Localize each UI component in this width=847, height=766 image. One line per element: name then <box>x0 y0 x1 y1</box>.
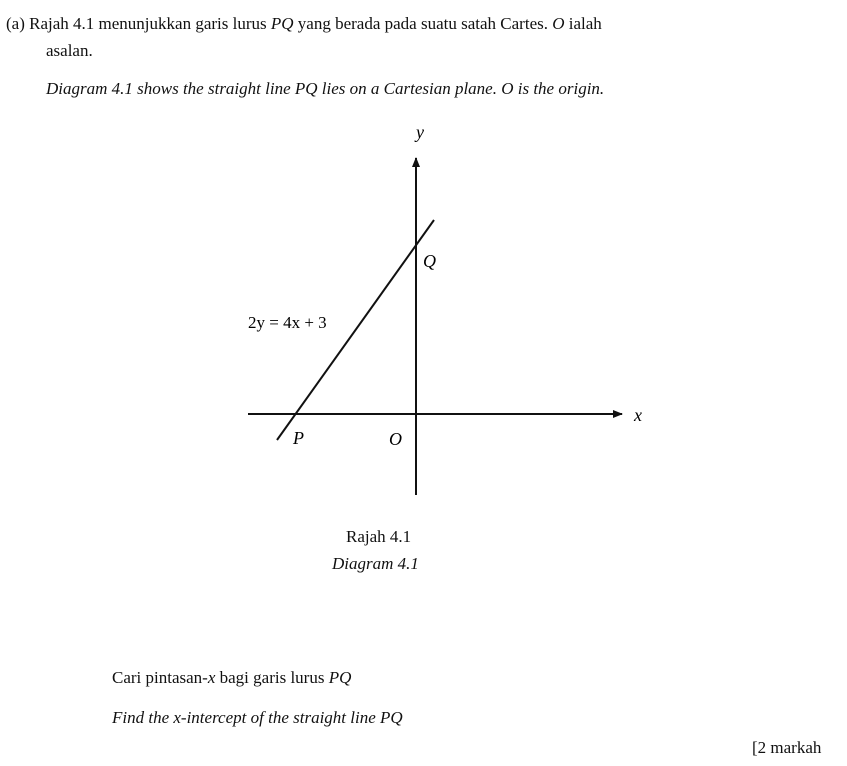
question-malay-text-c: ialah <box>564 14 602 33</box>
question-malay-text-b: yang berada pada suatu satah Cartes. <box>293 14 553 33</box>
line-equation-label: 2y = 4x + 3 <box>248 313 327 332</box>
task-malay-x: x <box>207 668 216 687</box>
question-part-label: (a) <box>6 14 25 33</box>
question-malay-text-a: Rajah 4.1 menunjukkan garis lurus <box>24 14 271 33</box>
y-axis-label: y <box>416 122 424 142</box>
task-malay <box>112 668 351 688</box>
point-p-label: P <box>293 428 304 448</box>
question-malay-line2: asalan. <box>46 41 93 60</box>
marks-label: [2 markah <box>752 738 822 757</box>
question-english: Diagram 4.1 shows the straight line PQ lies on a Cartesian plane. O is the origin. <box>46 79 605 98</box>
question-malay-pq: PQ <box>270 14 294 33</box>
question-malay-o: O <box>552 14 565 33</box>
origin-label: O <box>389 429 402 449</box>
diagram-caption-malay: Rajah 4.1 <box>346 527 412 546</box>
point-q-label: Q <box>423 251 436 271</box>
task-malay-text-b: bagi garis lurus <box>215 668 329 687</box>
diagram-caption-english: Diagram 4.1 <box>332 554 419 573</box>
x-axis-label: x <box>634 405 642 425</box>
task-malay-pq: PQ <box>328 668 352 687</box>
task-malay-text-a: Cari pintasan- <box>112 668 208 687</box>
task-english: Find the x-intercept of the straight line PQ <box>112 708 403 727</box>
